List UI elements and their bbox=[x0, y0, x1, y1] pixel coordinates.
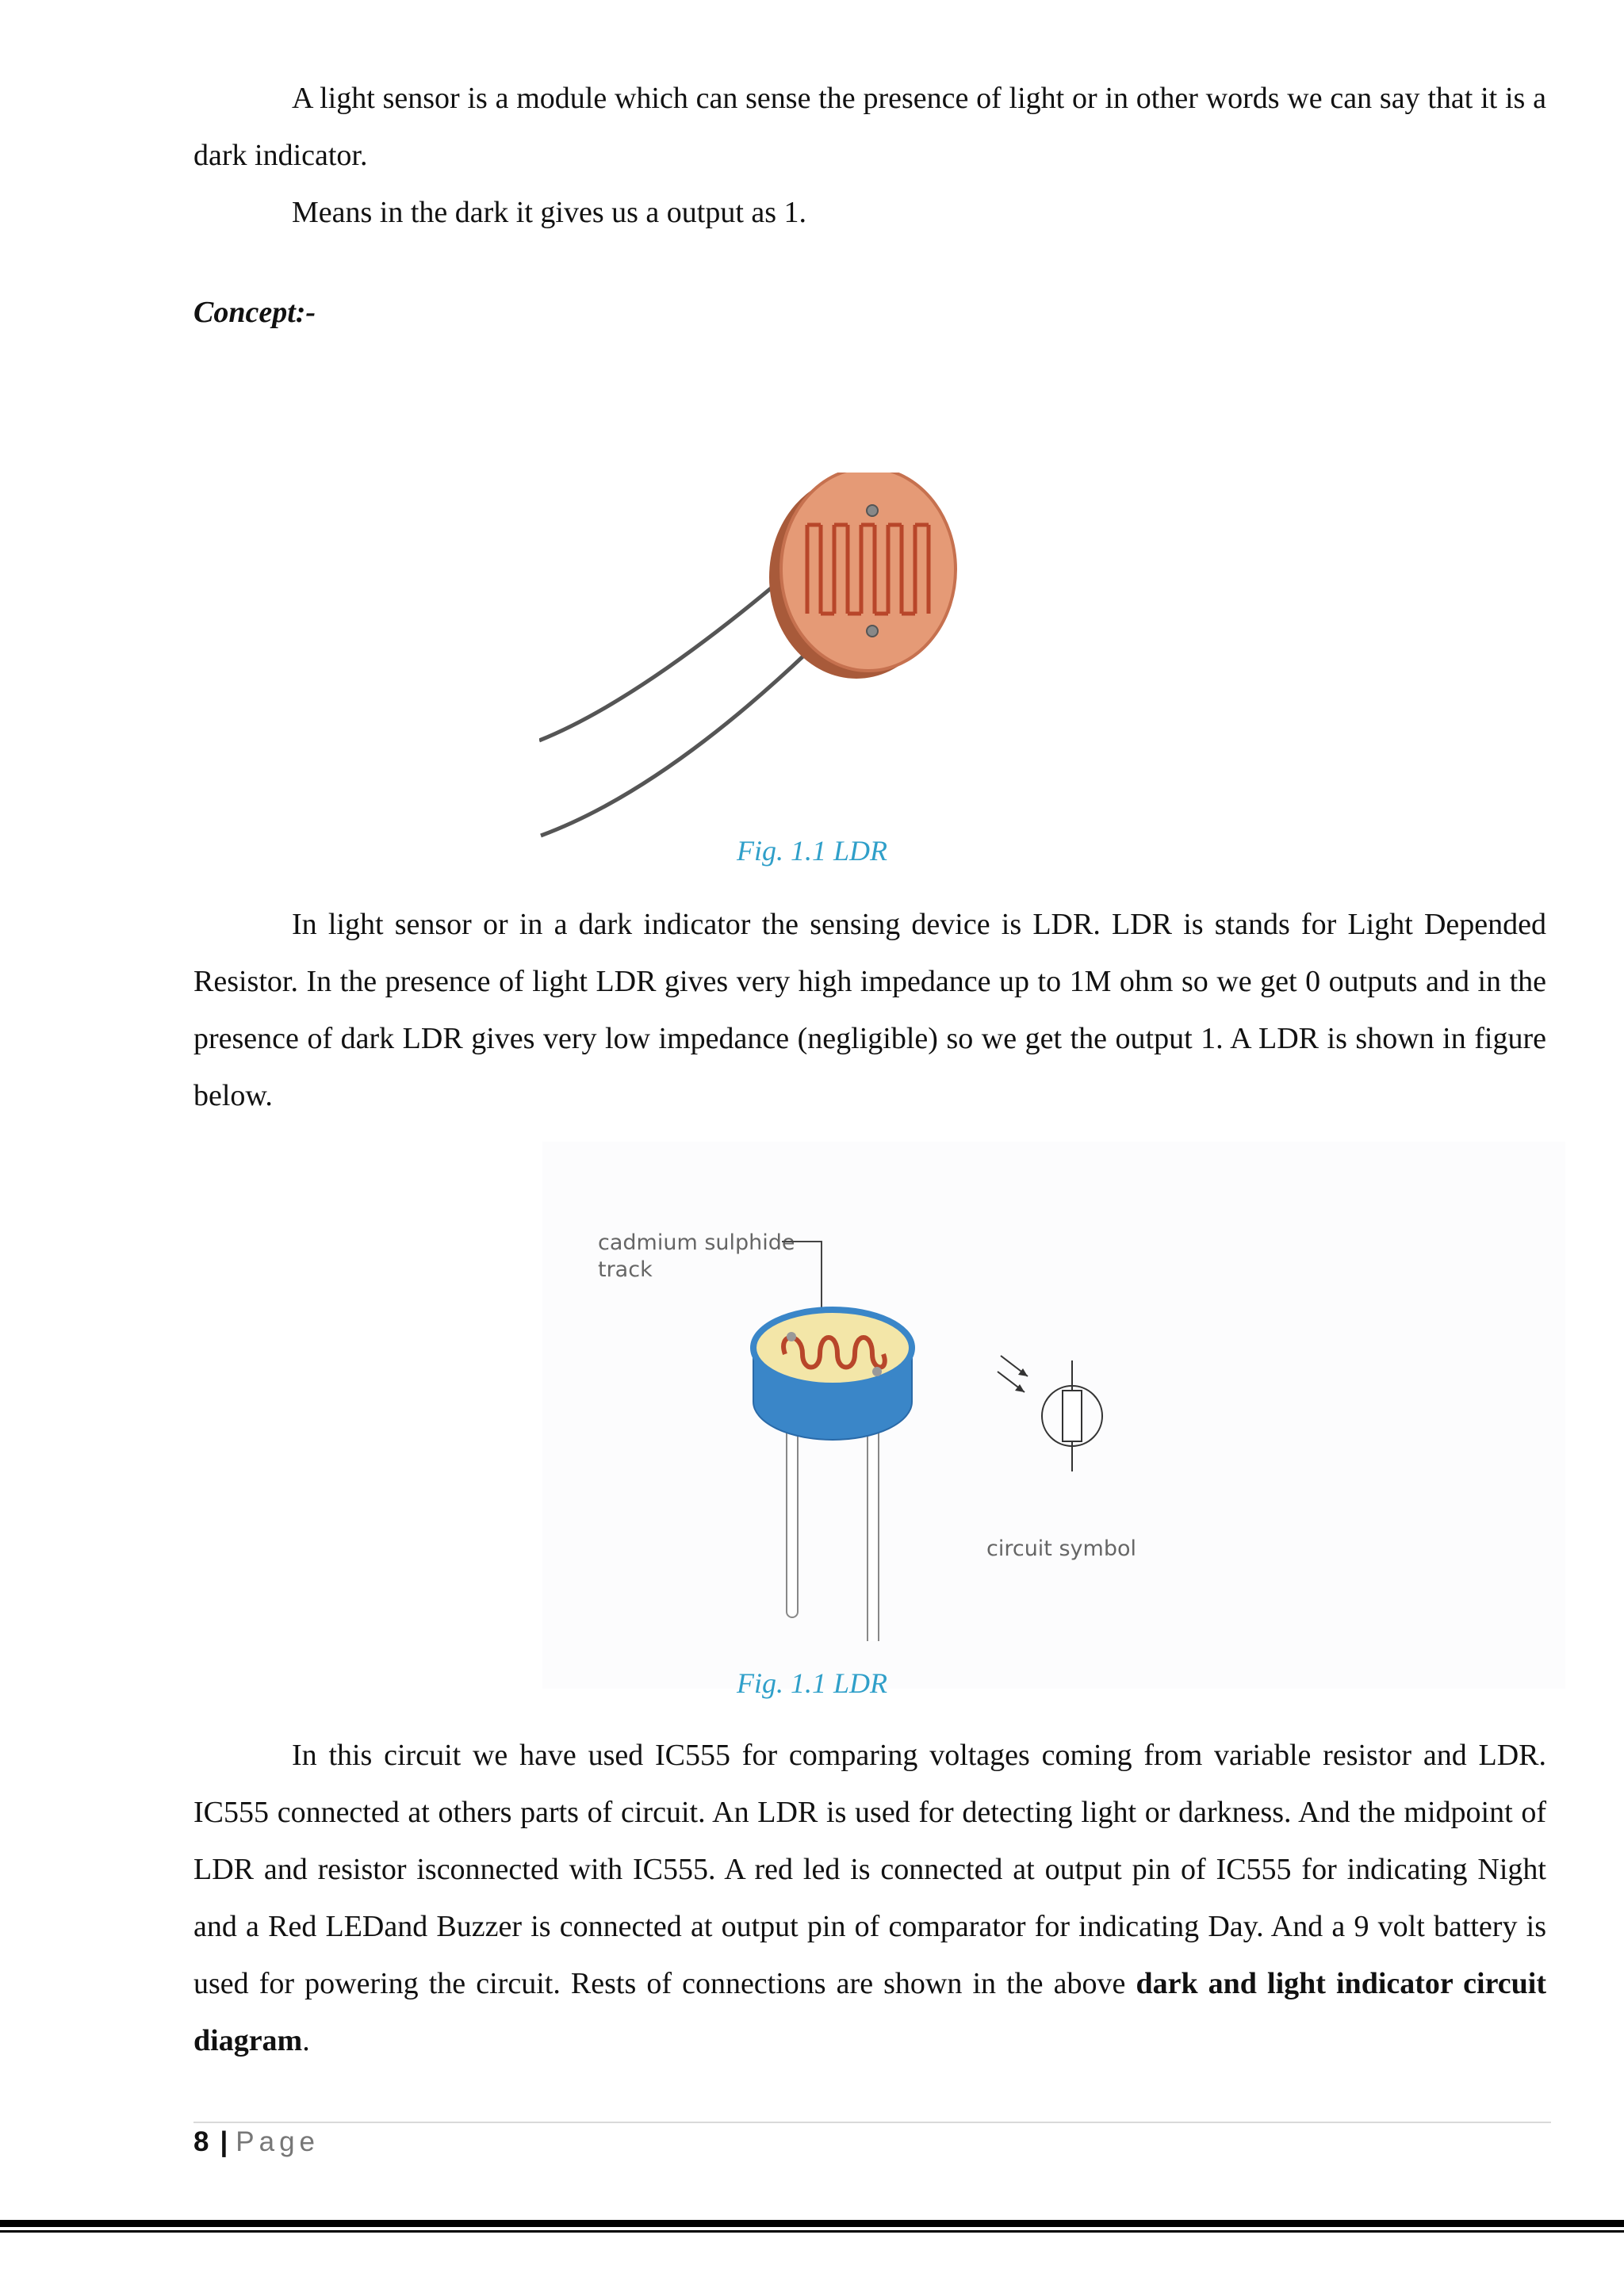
ldr-terminal-dot-left bbox=[787, 1332, 796, 1341]
ldr-terminal-dot-right bbox=[872, 1367, 882, 1376]
ldr-contact-top bbox=[867, 505, 878, 516]
circuit-description-text: In this circuit we have used IC555 for comparing voltages coming from variable resistor and LDR. IC555 connected at others parts of circuit. An LDR is used for detecting light or darkness. And the midpoint of LDR and resistor isconnected with IC555. A red led is connected at output pin of IC555 for indicating Night and a Red LEDand Buzzer is connected at output pin of comparator for indicating Day. And a 9 volt battery is used for powering the circuit. Rests of connections are shown in the above bbox=[193, 1739, 1546, 2000]
cadmium-track-label: cadmium sulphide bbox=[598, 1230, 795, 1255]
ldr-top-face bbox=[753, 1310, 912, 1386]
ldr-leg-right bbox=[868, 1419, 879, 1641]
footer-separator: | bbox=[220, 2126, 228, 2157]
bottom-border-thick bbox=[0, 2220, 1624, 2227]
page-footer bbox=[193, 2126, 320, 2158]
circuit-diagram-reference: dark and light indicator circuit diagram bbox=[193, 1967, 1546, 2057]
page-label: Page bbox=[236, 2126, 320, 2157]
figure1-caption: Fig. 1.1 LDR bbox=[736, 835, 887, 867]
circuit-description-paragraph bbox=[193, 1727, 1546, 2069]
intro-paragraph-output: Means in the dark it gives us a output as 1. bbox=[292, 196, 807, 229]
ldr-description-paragraph: In light sensor or in a dark indicator the sensing device is LDR. LDR is stands for Light Depended Resistor. In the presence of light LDR gives very high impedance up to 1M ohm so we get 0 outputs and in the presence of dark LDR gives very low impedance (negligible) so we get the output 1. A LDR is shown in figure below. bbox=[193, 908, 1546, 1112]
circuit-symbol-label: circuit symbol bbox=[986, 1536, 1136, 1561]
circuit-description-end: . bbox=[302, 2024, 310, 2057]
ldr-circuit-symbol bbox=[998, 1356, 1102, 1471]
figure2-caption: Fig. 1.1 LDR bbox=[736, 1667, 887, 1699]
ldr-lead-upper bbox=[539, 563, 801, 740]
page-number: 8 bbox=[193, 2126, 209, 2157]
bottom-border-thin bbox=[0, 2230, 1624, 2233]
footer-divider bbox=[193, 2122, 1551, 2123]
concept-heading: Concept:- bbox=[193, 296, 316, 329]
ldr-leg-left bbox=[787, 1419, 798, 1617]
intro-paragraph: A light sensor is a module which can sense the presence of light or in other words we can say that it is a dark indicator. bbox=[193, 82, 1546, 172]
ldr-diagram-figure bbox=[579, 1221, 1182, 1641]
ldr-contact-bottom bbox=[867, 626, 878, 637]
ldr-photo-figure bbox=[539, 473, 1237, 845]
cadmium-track-label-line2: track bbox=[598, 1257, 653, 1282]
